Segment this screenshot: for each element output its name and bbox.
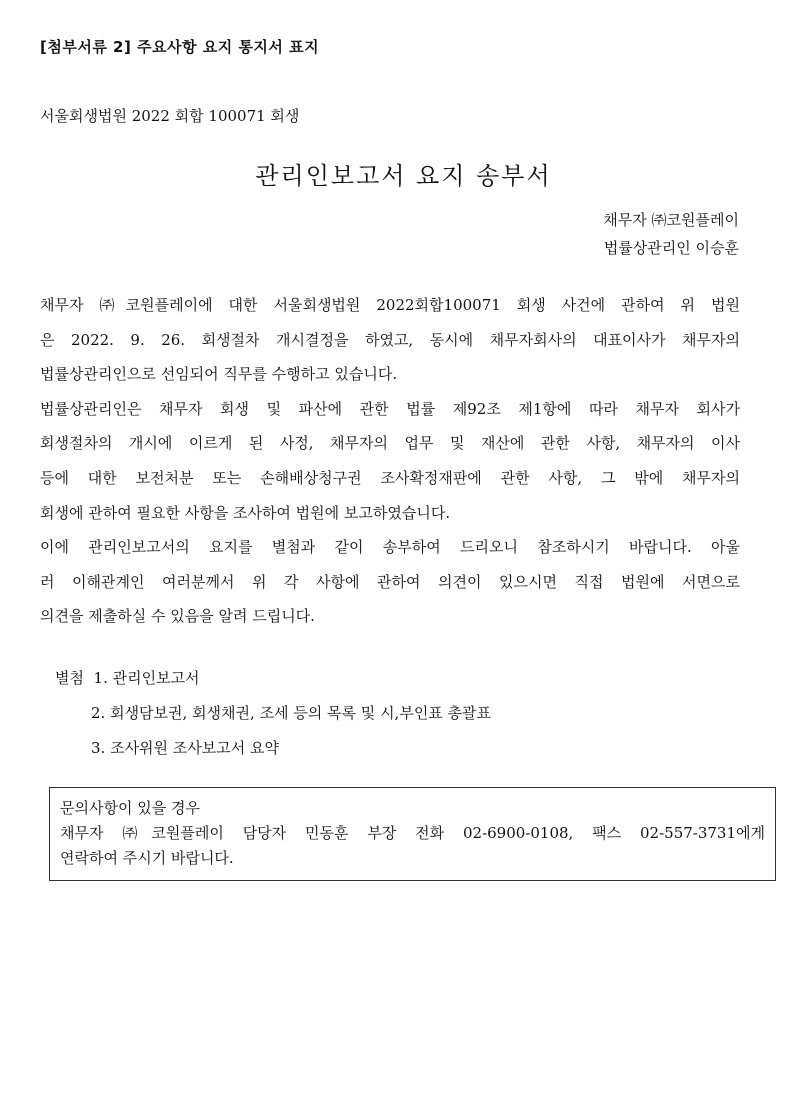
body-line: 채무자 ㈜코원플레이에 대한 서울회생법원 2022회합100071 회생 사건에 관하여 위 법원 <box>40 296 740 314</box>
administrator-name: 법률상관리인 이승훈 <box>603 239 739 257</box>
attachment-header-label: [첨부서류 2] 주요사항 요지 통지서 표지 <box>40 38 320 56</box>
attachment-item: 2. 회생담보권, 회생채권, 조세 등의 목록 및 시,부인표 총괄표 <box>91 704 492 722</box>
body-line: 은 2022. 9. 26. 회생절차 개시결정을 하였고, 동시에 채무자회사의 대표이사가 채무자의 <box>40 330 740 349</box>
body-line: 의견을 제출하실 수 있음을 알려 드립니다. <box>40 607 315 626</box>
attachment-item <box>55 661 491 696</box>
body-line: 러 이해관계인 여러분께서 위 각 사항에 관하여 의견이 있으시면 직접 법원에 서면으로 <box>40 572 740 591</box>
case-number: 서울회생법원 2022 회합 100071 회생 <box>40 107 300 125</box>
body-line: 회생에 관하여 필요한 사항을 조사하여 법원에 보고하였습니다. <box>40 503 451 522</box>
body-line: 등에 대한 보전처분 또는 손해배상청구권 조사확정재판에 관한 사항, 그 밖에 채무자의 <box>40 468 740 487</box>
attachment-item: 3. 조사위원 조사보고서 요약 <box>91 739 280 757</box>
contact-line: 연락하여 주시기 바랍니다. <box>60 849 234 867</box>
body-line: 회생절차의 개시에 이르게 된 사정, 채무자의 업무 및 재산에 관한 사항, 채무자의 이사 <box>40 434 740 453</box>
attachment-item-text: 1. 관리인보고서 <box>93 669 200 687</box>
body-line: 법률상관리인으로 선임되어 직무를 수행하고 있습니다. <box>40 365 398 384</box>
body-text <box>40 288 740 634</box>
parties-block <box>603 206 739 262</box>
contact-line: 채무자 ㈜코원플레이 담당자 민동훈 부장 전화 02-6900-0108, 팩스 02-557-3731에게 <box>60 824 765 842</box>
debtor-name: 채무자 ㈜코원플레이 <box>603 211 739 229</box>
attachments-label: 별첨 <box>55 669 84 687</box>
attachments-list <box>55 661 491 766</box>
body-line: 이에 관리인보고서의 요지를 별첨과 같이 송부하여 드리오니 참조하시기 바랍니다. 아울 <box>40 538 740 557</box>
document-title: 관리인보고서 요지 송부서 <box>255 162 552 190</box>
contact-heading: 문의사항이 있을 경우 <box>60 799 200 817</box>
contact-info-box <box>49 787 776 881</box>
body-line: 법률상관리인은 채무자 회생 및 파산에 관한 법률 제92조 제1항에 따라 채무자 회사가 <box>40 399 740 418</box>
